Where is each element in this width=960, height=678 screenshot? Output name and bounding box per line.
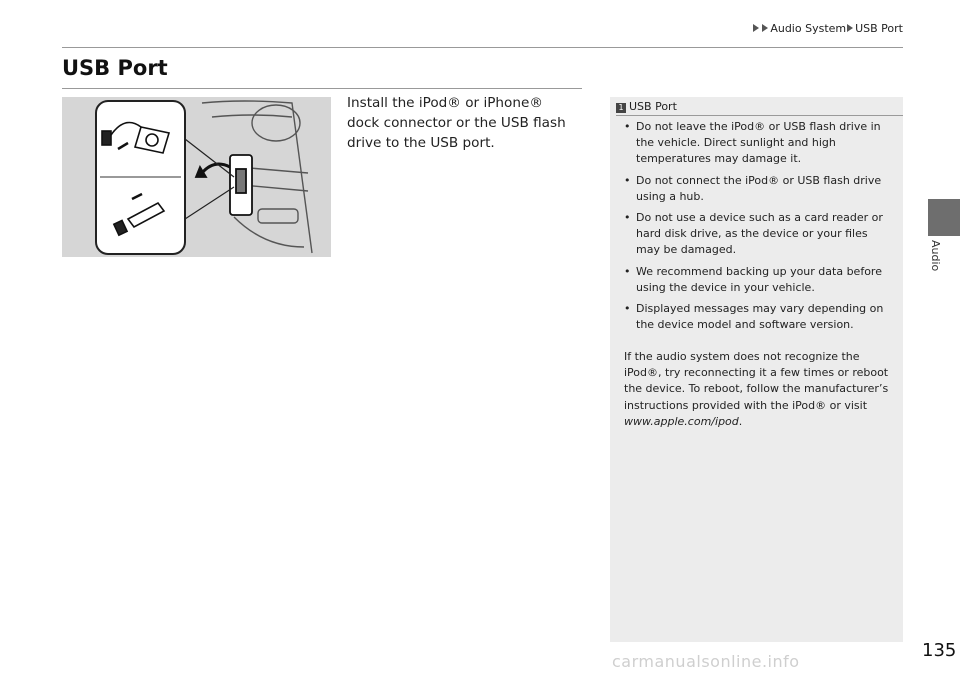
section-tab-label[interactable] (930, 240, 944, 290)
arrow-right-icon (753, 24, 759, 32)
arrow-right-icon (762, 24, 768, 32)
reference-number-icon: 1 (616, 103, 626, 113)
list-item: • Do not use a device such as a card reader or hard disk drive, as the device or your files may be damaged. (624, 210, 894, 259)
sidebar-paragraph-end: . (738, 414, 743, 428)
body-text: Install the iPod® or iPhone® dock connector or the USB flash drive to the USB port. (347, 95, 566, 151)
sidebar-heading (616, 100, 677, 113)
section-tab-label-text: Audio (929, 240, 942, 272)
list-item: • Do not connect the iPod® or USB flash drive using a hub. (624, 173, 894, 205)
breadcrumb-item-usb-port[interactable]: USB Port (855, 22, 903, 35)
list-item: • We recommend backing up your data before using the device in your vehicle. (624, 264, 894, 296)
apple-ipod-link[interactable]: www.apple.com/ipod (624, 414, 739, 428)
list-item: • Displayed messages may vary depending on the device model and software version. (624, 301, 894, 333)
list-item: • Do not leave the iPod® or USB flash drive in the vehicle. Direct sunlight and high temperatures may damage it. (624, 119, 894, 168)
sidebar-bullet-list (624, 119, 894, 338)
watermark: carmanualsonline.info (612, 652, 800, 671)
section-tab[interactable] (928, 199, 960, 236)
arrow-right-icon (847, 24, 853, 32)
sidebar-paragraph (624, 349, 896, 430)
title-divider (62, 88, 582, 89)
page-number: 135 (922, 640, 957, 661)
breadcrumb (752, 22, 903, 35)
sidebar-heading-text: USB Port (629, 100, 677, 113)
usb-port-illustration (62, 97, 331, 257)
header-divider (62, 47, 903, 48)
reference-sidebar (610, 97, 903, 642)
sidebar-paragraph-text: If the audio system does not recognize the iPod®, try reconnecting it a few times or reboot the device. To reboot, follow the manufacturer’s instructions provided with the iPod® or visit (624, 350, 889, 412)
page-title: USB Port (62, 56, 168, 80)
sidebar-divider (616, 115, 903, 116)
usb-port-diagram (62, 97, 331, 257)
breadcrumb-item-audio-system[interactable]: Audio System (770, 22, 847, 35)
